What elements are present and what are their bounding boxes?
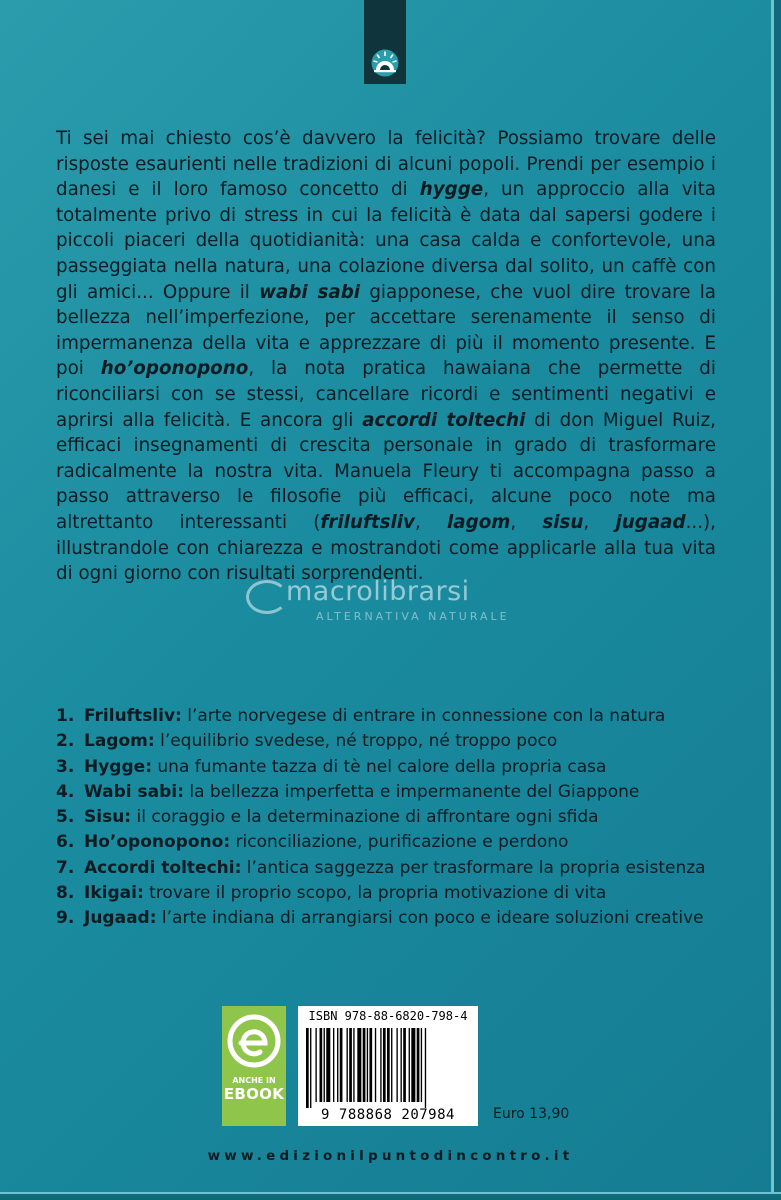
ebook-e-icon xyxy=(227,1014,281,1068)
list-item xyxy=(56,805,736,830)
barcode xyxy=(298,1006,478,1126)
isbn-label: ISBN 978-88-6820-798-4 xyxy=(308,1009,468,1023)
list-item-term: Jugaad xyxy=(84,908,150,929)
barcode-bar xyxy=(401,1028,402,1102)
list-item xyxy=(56,830,736,855)
list-item-number: 5. xyxy=(56,807,75,828)
term-lagom: lagom xyxy=(447,511,511,533)
list-item-number: 9. xyxy=(56,908,75,929)
term-hooponopono: ho’oponopono xyxy=(100,358,249,380)
list-item-description: l’antica saggezza per trasformare la propria esistenza xyxy=(241,857,706,878)
list-item xyxy=(56,906,736,931)
list-item-number: 6. xyxy=(56,832,75,853)
barcode-bars xyxy=(306,1028,474,1108)
list-item-number: 8. xyxy=(56,883,75,904)
list-item-separator: : xyxy=(145,756,152,777)
price: Euro 13,90 xyxy=(493,1106,570,1122)
barcode-bar xyxy=(380,1028,381,1102)
list-item-term: Sisu xyxy=(84,807,125,828)
barcode-bar xyxy=(320,1028,323,1102)
barcode-bar xyxy=(363,1028,366,1102)
list-item-term: Hygge xyxy=(84,756,146,777)
barcode-bar xyxy=(310,1028,311,1108)
barcode-bar xyxy=(349,1028,352,1102)
cover-bottom-edge xyxy=(0,1192,781,1200)
barcode-bar xyxy=(326,1028,330,1102)
list-item xyxy=(56,856,736,881)
publisher-website: www.edizionilpuntodincontro.it xyxy=(207,1148,574,1164)
barcode-bar xyxy=(333,1028,334,1102)
list-item xyxy=(56,729,736,754)
term-sisu: sisu xyxy=(542,511,584,533)
publisher-logo xyxy=(364,0,406,84)
list-item-number: 1. xyxy=(56,706,75,726)
philosophy-list xyxy=(56,704,736,932)
barcode-digits: 9 788868 207984 xyxy=(321,1107,455,1123)
barcode-bar xyxy=(375,1028,376,1102)
sun-arch-icon xyxy=(370,48,400,78)
watermark-tagline: ALTERNATIVA NATURALE xyxy=(316,610,510,623)
list-item-description: l’arte indiana di arrangiarsi con poco e ideare soluzioni creative xyxy=(156,908,704,929)
barcode-bar xyxy=(417,1028,420,1102)
list-item-separator: : xyxy=(175,706,182,726)
watermark-name: macrolibrarsi xyxy=(286,576,470,607)
barcode-bar xyxy=(411,1028,415,1102)
list-item xyxy=(56,704,736,729)
barcode-bar xyxy=(337,1028,338,1102)
ebook-small-label: ANCHE IN xyxy=(232,1076,276,1085)
list-item-term: Wabi sabi xyxy=(84,781,178,802)
list-item-number: 4. xyxy=(56,781,75,802)
blurb-paragraph: Ti sei mai chiesto cos’è davvero la felicità? Possiamo trovare delle risposte esaurienti nelle tradizioni di alcuni popoli. Prendi per esempio i danesi e il loro famoso concetto di hygge, un approccio alla vita totalmente privo di stress in cui la felicità è data dal sapersi godere i piccoli piaceri della quotidianità: una casa calda e confortevole, una passeggiata nella natura, una colazione diversa dal solito, un caffè con gli amici... Oppure il wabi sabi giapponese, che vuol dire trovare la bellezza nell’imperfezione, per accettare serenamente il senso di impermanenza della vita e apprezzare di più il momento presente. E poi ho’oponopono, la nota pratica hawaiana che permette di riconciliarsi con se stessi, cancellare ricordi e sentimenti negativi e aprirsi alla felicità. E ancora gli accordi toltechi di don Miguel Ruiz, efficaci insegnamenti di crescita personale in grado di trasformare radicalmente la nostra vita. Manuela Fleury ti accompagna passo a passo attraverso le filosofie più efficaci, alcune poco note ma altrettanto interessanti (friluftsliv, lagom, sisu, jugaad...), illustrandole con chiarezza e mostrandoti come applicarle alla tua vita di ogni giorno con risultati sorprendenti. xyxy=(56,128,717,585)
list-item-description: una fumante tazza di tè nel calore della propria casa xyxy=(152,756,607,777)
list-item-description: il coraggio e la determinazione di affrontare ogni sfida xyxy=(131,807,599,828)
list-item-description: l’arte norvegese di entrare in connessione con la natura xyxy=(181,706,666,726)
barcode-bar xyxy=(367,1028,368,1102)
list-item-number: 3. xyxy=(56,756,75,777)
barcode-bar xyxy=(369,1028,372,1102)
list-item-separator: : xyxy=(149,908,157,929)
barcode-bar xyxy=(425,1028,426,1108)
list-item-separator: : xyxy=(147,731,155,752)
term-hygge: hygge xyxy=(419,179,484,201)
list-item-term: Accordi toltechi xyxy=(84,857,235,878)
ebook-badge xyxy=(222,1006,286,1126)
term-friluftsliv: friluftsliv xyxy=(320,511,415,533)
barcode-bar xyxy=(347,1028,348,1102)
cover-right-edge xyxy=(771,0,781,1200)
list-item-term: Friluftsliv xyxy=(84,706,176,726)
list-item-description: riconciliazione, purificazione e perdono xyxy=(230,832,569,853)
list-item-separator: : xyxy=(136,883,144,904)
term-accordi-toltechi: accordi toltechi xyxy=(362,409,526,431)
barcode-bar xyxy=(324,1028,325,1102)
list-item-description: la bellezza imperfetta e impermanente del Giappone xyxy=(183,781,640,802)
barcode-bar xyxy=(315,1028,316,1102)
list-item xyxy=(56,881,736,906)
term-jugaad: jugaad xyxy=(615,511,686,533)
list-item-separator: : xyxy=(223,832,231,853)
barcode-bar xyxy=(409,1028,410,1102)
list-item-term: Ikigai xyxy=(84,883,137,904)
barcode-bar xyxy=(306,1028,309,1108)
barcode-bar xyxy=(353,1028,354,1102)
barcode-bar xyxy=(391,1028,392,1102)
list-item xyxy=(56,780,736,805)
term-wabi-sabi: wabi sabi xyxy=(259,281,361,303)
list-item-separator: : xyxy=(177,781,184,802)
barcode-bar xyxy=(396,1028,397,1102)
barcode-bar xyxy=(421,1028,422,1102)
barcode-bar xyxy=(387,1028,390,1102)
ebook-big-label: EBOOK xyxy=(223,1085,285,1103)
list-item-description: trovare il proprio scopo, la propria motivazione di vita xyxy=(143,883,607,904)
list-item-separator: : xyxy=(234,857,242,878)
barcode-bar xyxy=(340,1028,343,1102)
barcode-bar xyxy=(403,1028,406,1102)
list-item-number: 2. xyxy=(56,731,75,752)
list-item-term: Lagom xyxy=(84,731,148,752)
list-item xyxy=(56,755,736,780)
list-item-description: l’equilibrio svedese, né troppo, né troppo poco xyxy=(154,731,558,752)
list-item-number: 7. xyxy=(56,857,75,878)
barcode-bar xyxy=(383,1028,386,1102)
list-item-separator: : xyxy=(124,807,132,828)
list-item-term: Ho’oponopono xyxy=(84,832,224,853)
barcode-bar xyxy=(357,1028,361,1102)
